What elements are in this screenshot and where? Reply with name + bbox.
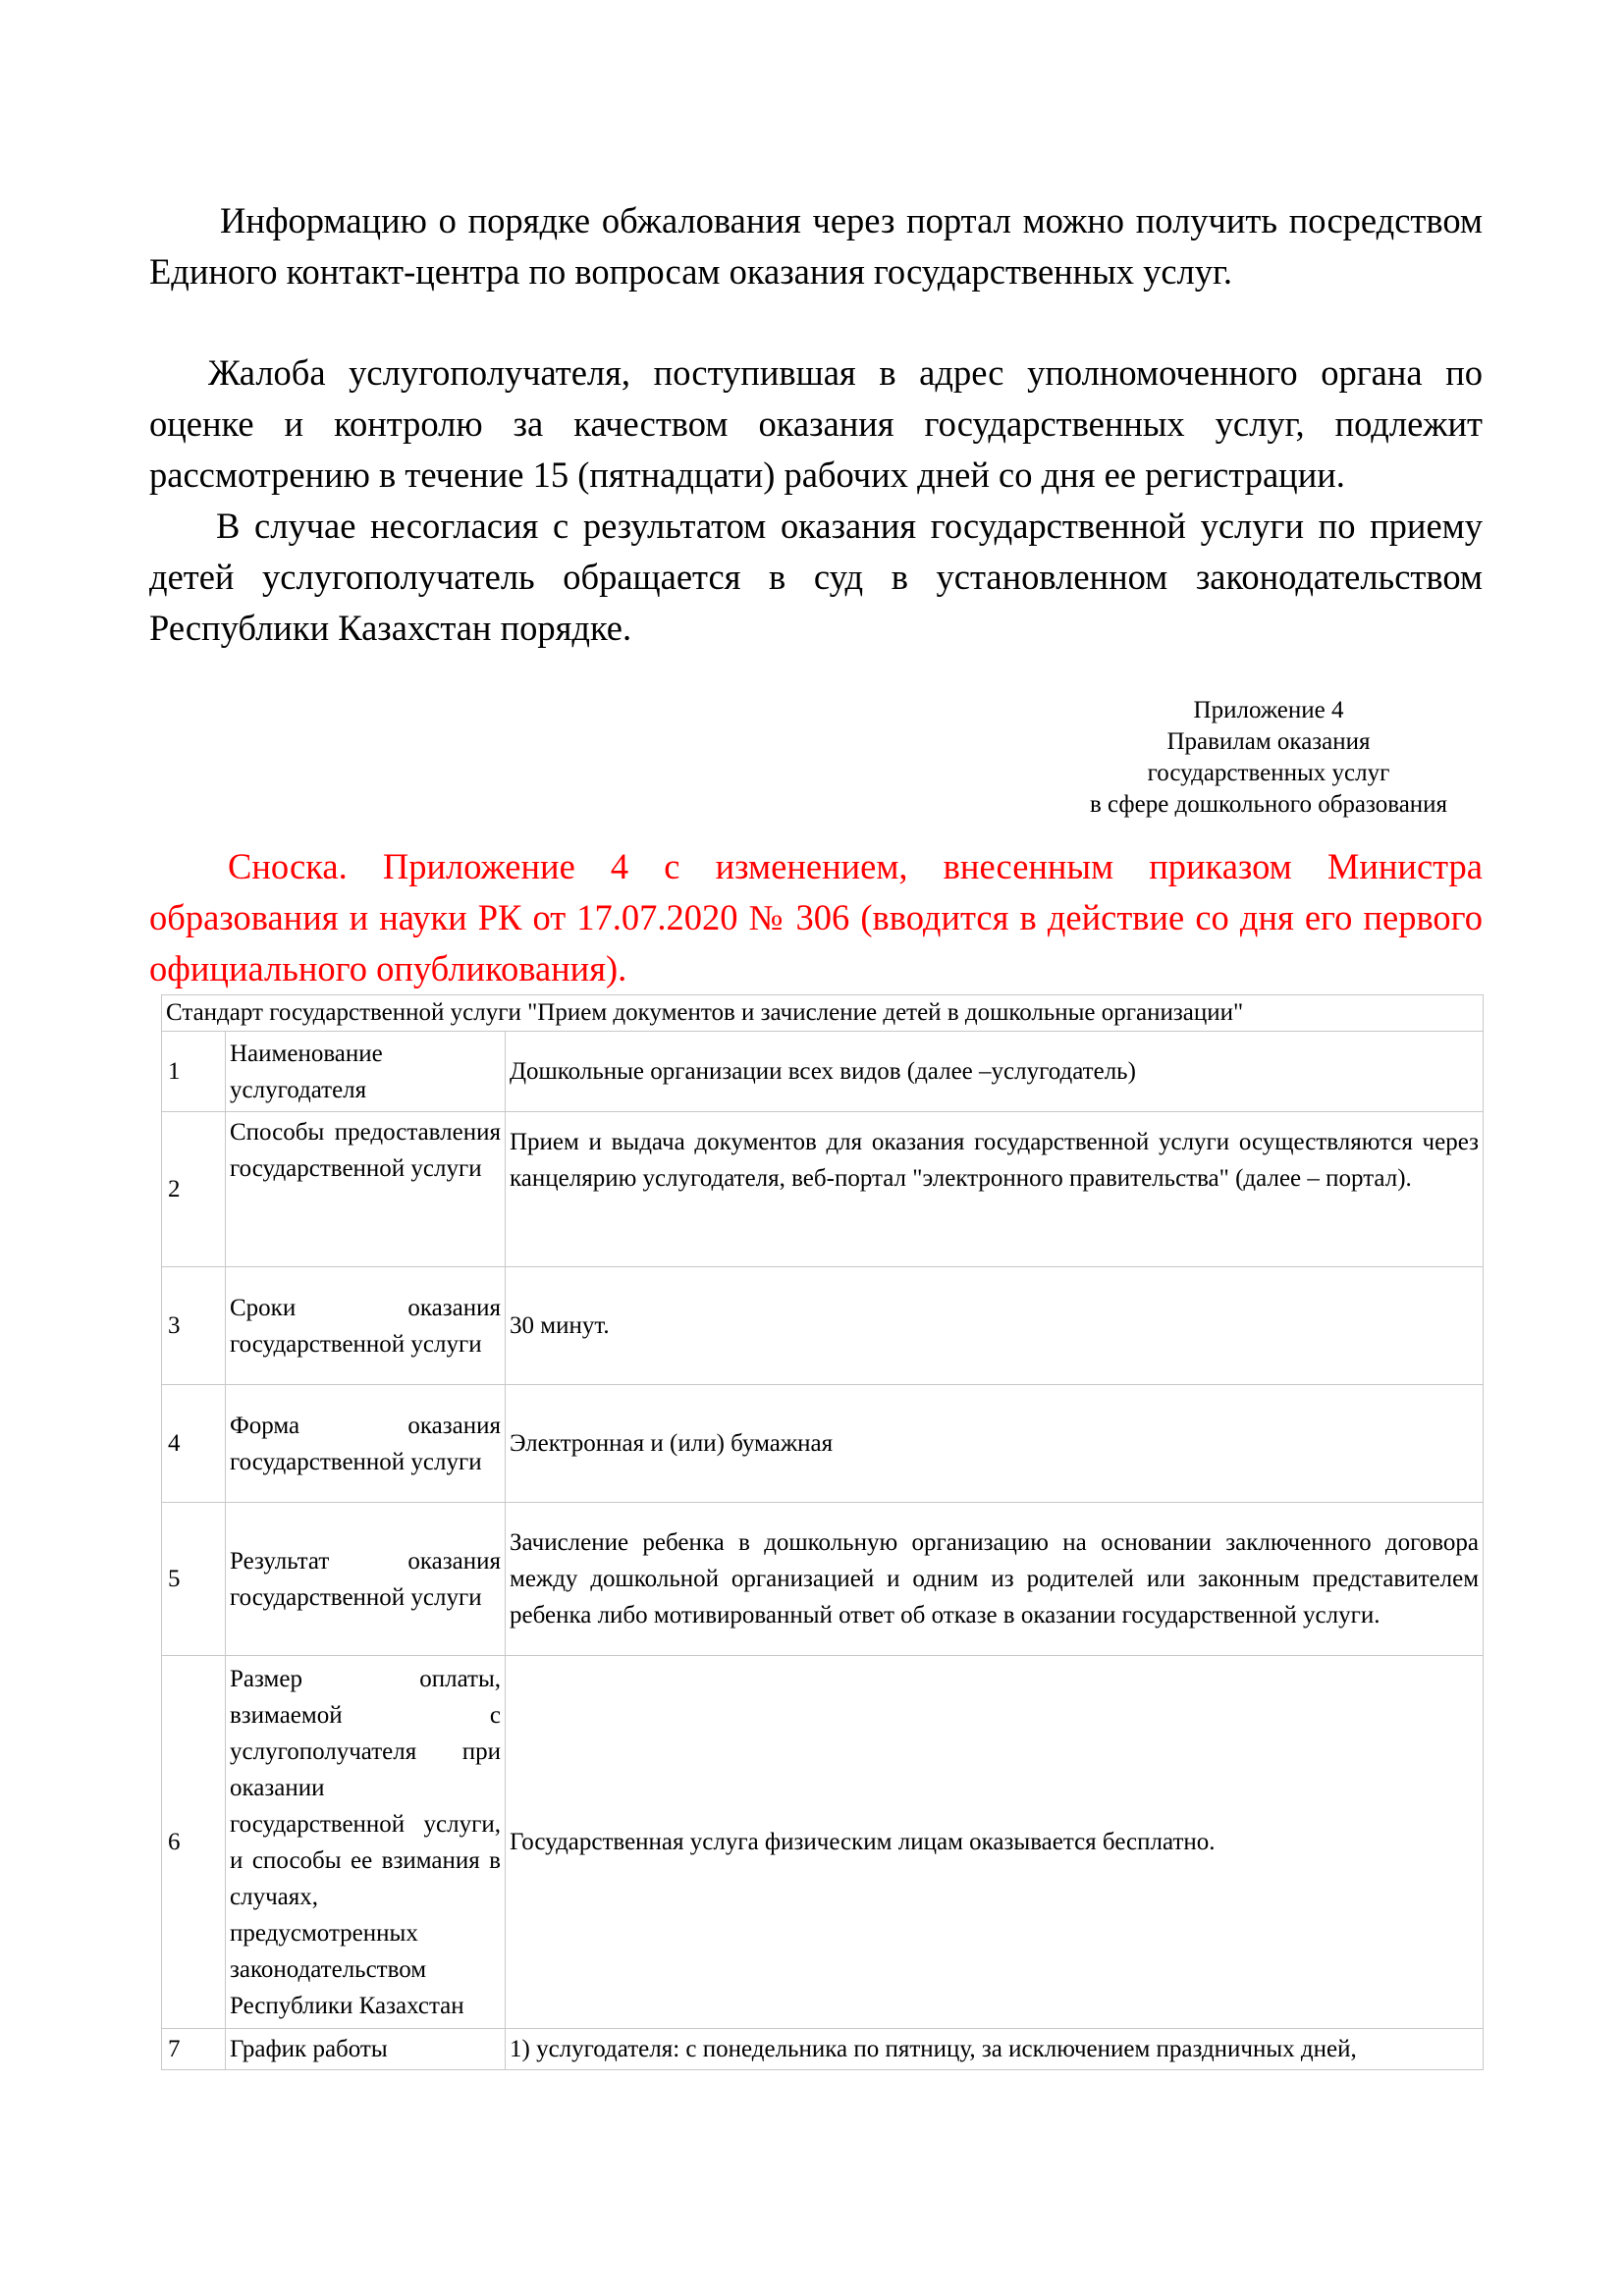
row-value: 30 минут.: [506, 1267, 1484, 1385]
row-label: Размер оплаты, взимаемой с услугополучателя при оказании государственной услуги, и способы ее взимания в случаях, предусмотренных законодательством Республики Казахстан: [226, 1656, 506, 2029]
row-number: 4: [162, 1385, 226, 1503]
table-row: [162, 1503, 1484, 1656]
row-label: Форма оказания государственной услуги: [226, 1385, 506, 1503]
appendix-line-1: Приложение 4: [1193, 697, 1344, 723]
table-caption-row: [162, 995, 1484, 1032]
appendix-line-2: Правилам оказания: [1166, 728, 1371, 755]
row-value: Государственная услуга физическим лицам оказывается бесплатно.: [506, 1656, 1484, 2029]
row-value: 1) услугодателя: с понедельника по пятницу, за исключением праздничных дней,: [506, 2029, 1484, 2070]
row-number: 7: [162, 2029, 226, 2070]
appendix-header: [954, 695, 1583, 821]
appendix-line-3: государственных услуг: [1147, 760, 1390, 786]
row-number: 3: [162, 1267, 226, 1385]
row-value: Дошкольные организации всех видов (далее –услугодатель): [506, 1032, 1484, 1112]
row-label: Результат оказания государственной услуги: [226, 1503, 506, 1656]
row-number: 2: [162, 1112, 226, 1267]
table-row: [162, 1267, 1484, 1385]
row-number: 6: [162, 1656, 226, 2029]
table-row: [162, 1385, 1484, 1503]
appendix-line-4: в сфере дошкольного образования: [1089, 791, 1448, 818]
table-row: [162, 1032, 1484, 1112]
row-number: 1: [162, 1032, 226, 1112]
row-value: Электронная и (или) бумажная: [506, 1385, 1484, 1503]
table-row: [162, 1112, 1484, 1267]
row-label: Наименование услугодателя: [226, 1032, 506, 1112]
amendment-footnote: Сноска. Приложение 4 с изменением, внесенным приказом Министра образования и науки РК от 17.07.2020 № 306 (вводится в действие со дня его первого официального опубликования).: [149, 846, 1483, 988]
paragraph-court-appeal: В случае несогласия с результатом оказания государственной услуги по приему детей услугополучатель обращается в суд в установленном законодательством Республики Казахстан порядке.: [149, 506, 1483, 648]
row-label: График работы: [226, 2029, 506, 2070]
table-row: [162, 2029, 1484, 2070]
paragraph-appeal-info: Информацию о порядке обжалования через портал можно получить посредством Единого контакт-центра по вопросам оказания государственных услуг.: [149, 200, 1483, 292]
table-caption: Стандарт государственной услуги "Прием документов и зачисление детей в дошкольные организации": [162, 995, 1484, 1032]
row-label: Способы предоставления государственной услуги: [226, 1112, 506, 1267]
row-value: Зачисление ребенка в дошкольную организацию на основании заключенного договора между дошкольной организацией и одним из родителей или законным представителем ребенка либо мотивированный ответ об отказе в оказании государственной услуги.: [506, 1503, 1484, 1656]
row-label: Сроки оказания государственной услуги: [226, 1267, 506, 1385]
row-number: 5: [162, 1503, 226, 1656]
service-standard-table: [161, 994, 1484, 2070]
table-row: [162, 1656, 1484, 2029]
paragraph-complaint-term: Жалоба услугополучателя, поступившая в адрес уполномоченного органа по оценке и контролю за качеством оказания государственных услуг, подлежит рассмотрению в течение 15 (пятнадцати) рабочих дней со дня ее регистрации.: [149, 352, 1483, 495]
row-value: Прием и выдача документов для оказания государственной услуги осуществляются через канцелярию услугодателя, веб-портал "электронного правительства" (далее – портал).: [506, 1112, 1484, 1267]
